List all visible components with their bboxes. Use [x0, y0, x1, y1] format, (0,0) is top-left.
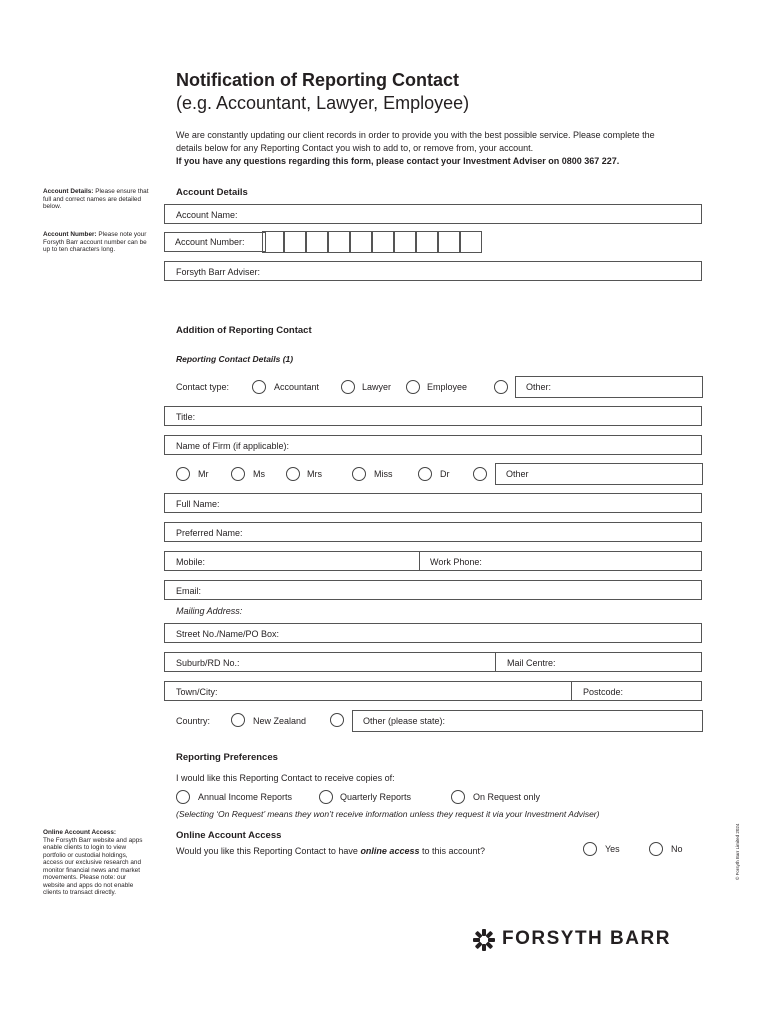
logo-text: FORSYTH BARR: [502, 928, 671, 949]
account-number-label: Account Number:: [175, 237, 245, 247]
other-country-field[interactable]: [352, 710, 703, 732]
full-name-label: Full Name:: [176, 499, 220, 509]
account-number-cell[interactable]: [284, 231, 306, 253]
online-yes-label: Yes: [605, 844, 620, 854]
town-label: Town/City:: [176, 687, 218, 697]
ms-label: Ms: [253, 469, 265, 479]
suburb-label: Suburb/RD No.:: [176, 658, 240, 668]
title-label: Title:: [176, 412, 196, 422]
page-title: Notification of Reporting Contact: [176, 70, 459, 90]
mobile-label: Mobile:: [176, 557, 206, 567]
town-row[interactable]: [164, 681, 702, 701]
account-details-note-text: Please ensure that full and correct names are detailed below.: [43, 188, 149, 210]
account-number-cell[interactable]: [372, 231, 394, 253]
intro-text: [176, 129, 676, 168]
account-number-cell[interactable]: [438, 231, 460, 253]
quarterly-reports-label: Quarterly Reports: [340, 792, 412, 802]
lawyer-radio[interactable]: [341, 380, 355, 394]
phone-row[interactable]: [164, 551, 702, 571]
annual-reports-label: Annual Income Reports: [198, 792, 293, 802]
other-type-label: Other:: [526, 382, 552, 392]
account-number-cell[interactable]: [460, 231, 482, 253]
online-question: [176, 846, 485, 856]
account-number-field[interactable]: [164, 232, 702, 252]
online-access-note-text: The Forsyth Barr website and apps enable clients to login to view portfolio or custodial holdings, access our exclusive research and monitor financial news and market movements. Please note: our website and apps do not enable clients to transact directly.: [43, 836, 143, 896]
other-salutation-radio[interactable]: [473, 467, 487, 481]
accountant-label: Accountant: [274, 382, 320, 392]
street-label: Street No./Name/PO Box:: [176, 629, 280, 639]
preferences-heading: Reporting Preferences: [176, 752, 278, 763]
adviser-field[interactable]: [164, 261, 702, 281]
page-subtitle: (e.g. Accountant, Lawyer, Employee): [176, 93, 470, 113]
postcode-label: Postcode:: [583, 687, 624, 697]
account-number-cell[interactable]: [416, 231, 438, 253]
account-details-heading: Account Details: [176, 187, 248, 198]
online-question-pre: Would you like this Reporting Contact to have: [176, 846, 361, 856]
employee-radio[interactable]: [406, 380, 420, 394]
work-phone-label: Work Phone:: [430, 557, 482, 567]
account-number-cell[interactable]: [262, 231, 284, 253]
on-request-radio[interactable]: [451, 790, 465, 804]
firm-field[interactable]: [164, 435, 702, 455]
reporting-subheading: Reporting Contact Details (1): [176, 354, 294, 364]
intro-paragraph: We are constantly updating our client records in order to provide you with the best possible service. Please complete the details below for any Reporting Contact you wish to add to, or remove from, your account.: [176, 130, 655, 153]
other-country-label: Other (please state):: [363, 716, 446, 726]
adviser-label: Forsyth Barr Adviser:: [176, 267, 261, 277]
preferred-name-field[interactable]: [164, 522, 702, 542]
mrs-radio[interactable]: [286, 467, 300, 481]
account-number-note: [43, 231, 155, 254]
miss-radio[interactable]: [352, 467, 366, 481]
mr-label: Mr: [198, 469, 209, 479]
ms-radio[interactable]: [231, 467, 245, 481]
account-number-note-text: Please note your Forsyth Barr account number can be up to ten characters long.: [43, 231, 147, 253]
online-question-post: to this account?: [419, 846, 486, 856]
account-name-field[interactable]: [164, 204, 702, 224]
account-name-label: Account Name:: [176, 210, 238, 220]
other-salutation-label: Other: [506, 469, 529, 479]
miss-label: Miss: [374, 469, 393, 479]
street-field[interactable]: [164, 623, 702, 643]
nz-radio[interactable]: [231, 713, 245, 727]
account-number-cell[interactable]: [394, 231, 416, 253]
mrs-label: Mrs: [307, 469, 322, 479]
on-request-label: On Request only: [473, 792, 541, 802]
online-access-note: [43, 829, 143, 897]
preferences-question: I would like this Reporting Contact to receive copies of:: [176, 773, 395, 783]
mail-centre-label: Mail Centre:: [507, 658, 556, 668]
email-field[interactable]: [164, 580, 702, 600]
other-type-field[interactable]: [515, 376, 703, 398]
dr-label: Dr: [440, 469, 450, 479]
online-access-note-label: Online Account Access:: [43, 829, 117, 836]
account-details-note: [43, 188, 155, 211]
country-label: Country:: [176, 716, 211, 726]
lawyer-label: Lawyer: [362, 382, 392, 392]
other-salutation-field[interactable]: [495, 463, 703, 485]
logo-mark-icon: [472, 928, 496, 952]
forsyth-barr-logo: [472, 928, 671, 957]
accountant-radio[interactable]: [252, 380, 266, 394]
online-no-radio[interactable]: [649, 842, 663, 856]
other-country-radio[interactable]: [330, 713, 344, 727]
mailing-address-label: Mailing Address:: [176, 606, 243, 616]
questions-text: If you have any questions regarding this form, please contact your Investment Adviser on 0800 367 227.: [176, 156, 620, 166]
account-number-cell[interactable]: [306, 231, 328, 253]
full-name-field[interactable]: [164, 493, 702, 513]
account-number-note-label: Account Number:: [43, 231, 97, 238]
dr-radio[interactable]: [418, 467, 432, 481]
title-field[interactable]: [164, 406, 702, 426]
other-type-radio[interactable]: [494, 380, 508, 394]
nz-label: New Zealand: [253, 716, 307, 726]
employee-label: Employee: [427, 382, 468, 392]
online-question-em: online access: [360, 846, 420, 856]
suburb-row[interactable]: [164, 652, 702, 672]
account-details-note-label: Account Details:: [43, 188, 94, 195]
contact-type-label: Contact type:: [176, 382, 230, 392]
annual-reports-radio[interactable]: [176, 790, 190, 804]
account-number-cell[interactable]: [328, 231, 350, 253]
preferences-note: (Selecting ‘On Request’ means they won’t receive information unless they request it via your Investment Adviser): [176, 809, 600, 819]
firm-label: Name of Firm (if applicable):: [176, 441, 290, 451]
reporting-heading: Addition of Reporting Contact: [176, 325, 312, 336]
quarterly-reports-radio[interactable]: [319, 790, 333, 804]
online-heading: Online Account Access: [176, 830, 282, 841]
mr-radio[interactable]: [176, 467, 190, 481]
online-no-label: No: [671, 844, 683, 854]
email-label: Email:: [176, 586, 202, 596]
account-number-cell[interactable]: [350, 231, 372, 253]
preferred-name-label: Preferred Name:: [176, 528, 243, 538]
online-yes-radio[interactable]: [583, 842, 597, 856]
copyright-text: © Forsyth Barr Limited 2024: [735, 823, 740, 880]
